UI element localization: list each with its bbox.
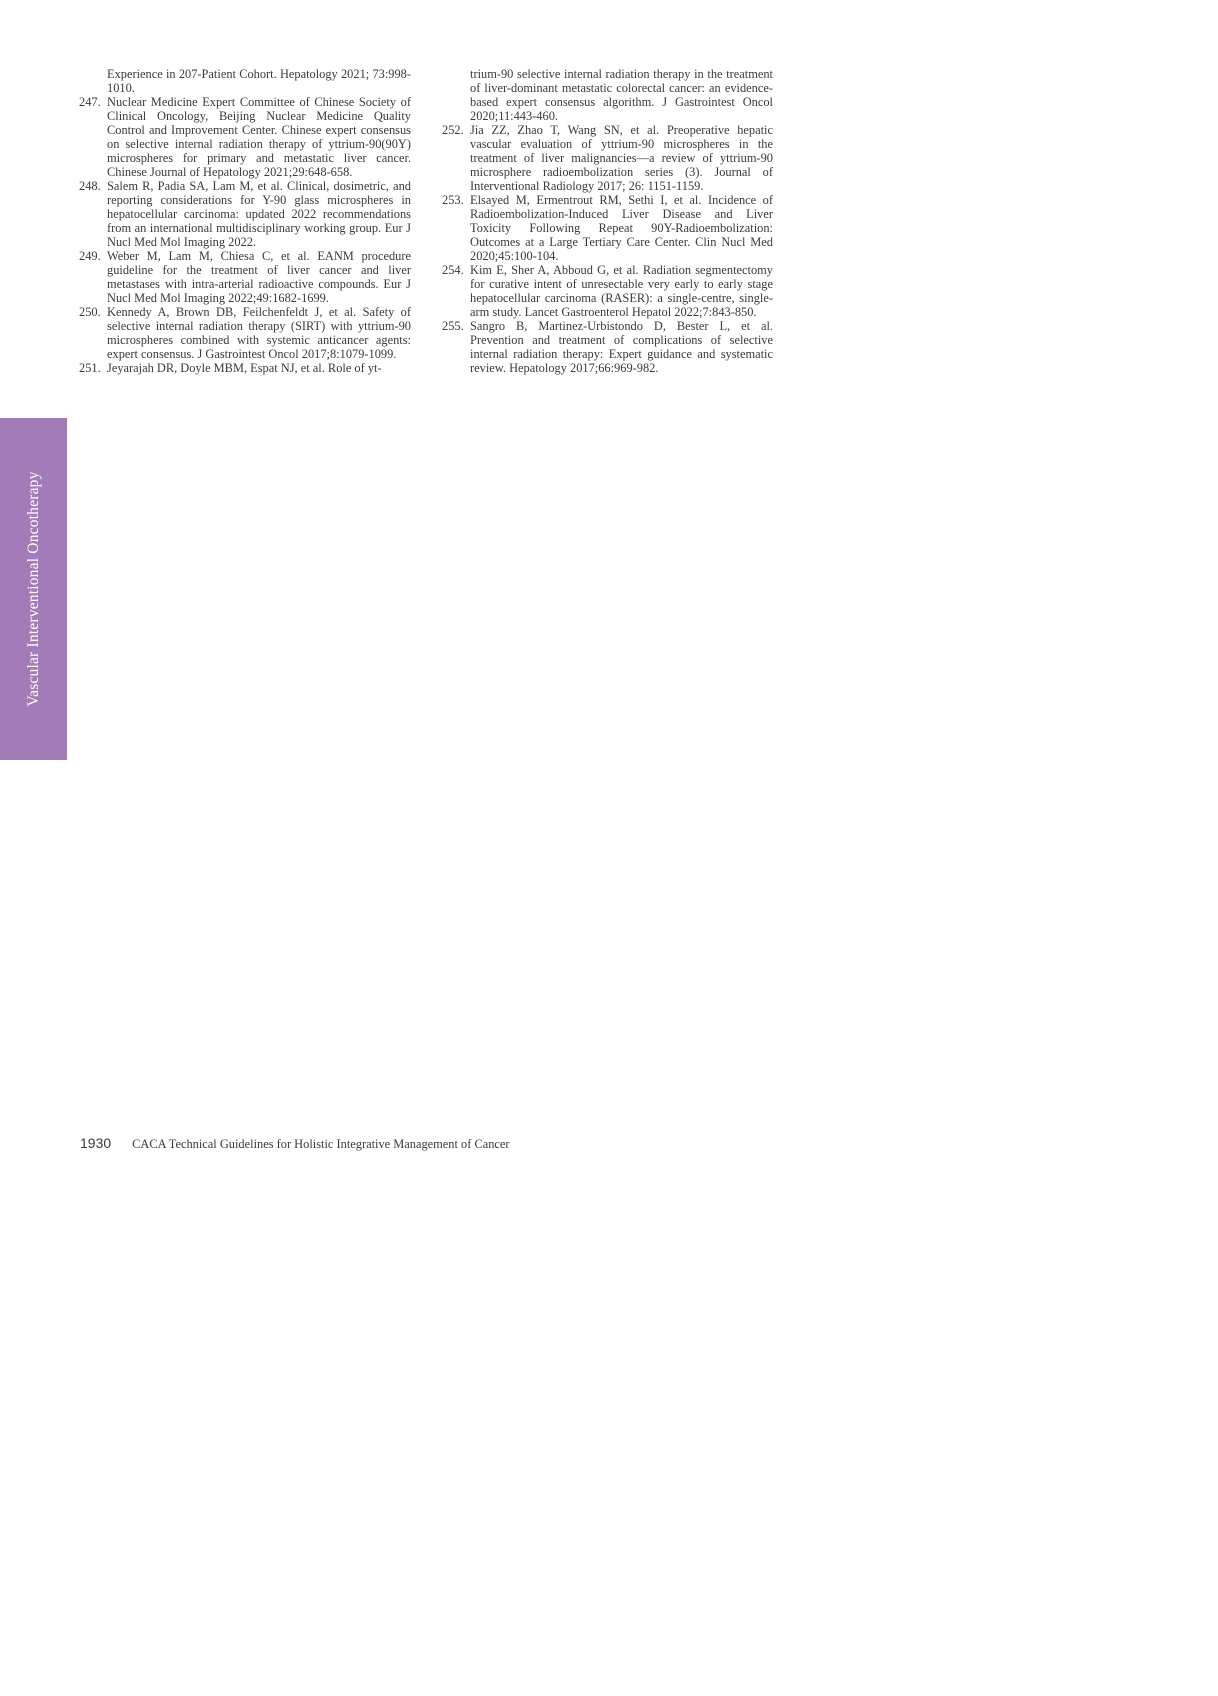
page-footer bbox=[80, 1135, 510, 1152]
running-title: CACA Technical Guidelines for Holistic Integrative Management of Cancer bbox=[132, 1137, 510, 1151]
reference-text: Kennedy A, Brown DB, Feilchenfeldt J, et al. Safety of selective internal radiation therapy (SIRT) with yttrium-90 microspheres combined with systemic anticancer agents: expert consensus. J Gastrointest Oncol 2017;8:1079-1099. bbox=[107, 305, 411, 361]
reference-text: Jia ZZ, Zhao T, Wang SN, et al. Preoperative hepatic vascular evaluation of yttrium-90 microspheres in the treatment of liver malignancies—a review of yttrium-90 microsphere radioembolization series (3). Journal of Interventional Radiology 2017; 26: 1151-1159. bbox=[470, 123, 773, 193]
reference-item bbox=[79, 361, 411, 375]
reference-number: 248. bbox=[79, 179, 101, 193]
side-section-tab bbox=[0, 418, 67, 760]
reference-number: 247. bbox=[79, 95, 101, 109]
reference-number: 255. bbox=[442, 319, 464, 333]
reference-number: 251. bbox=[79, 361, 101, 375]
reference-item bbox=[442, 319, 773, 375]
reference-number: 252. bbox=[442, 123, 464, 137]
reference-item bbox=[442, 193, 773, 263]
reference-text: Elsayed M, Ermentrout RM, Sethi I, et al. Incidence of Radioembolization-Induced Liver Disease and Liver Toxicity Following Repeat 90Y-Radioembolization: Outcomes at a Large Tertiary Care Center. Clin Nucl Med 2020;45:100-104. bbox=[470, 193, 773, 263]
reference-text: Jeyarajah DR, Doyle MBM, Espat NJ, et al. Role of yt- bbox=[107, 361, 382, 375]
reference-item bbox=[79, 249, 411, 305]
reference-item bbox=[442, 263, 773, 319]
page-number: 1930 bbox=[80, 1135, 112, 1151]
reference-continuation: trium-90 selective internal radiation therapy in the treatment of liver-dominant metastatic colorectal cancer: an evidence-based expert consensus algorithm. J Gastrointest Oncol 2020;11:443-460. bbox=[470, 67, 773, 123]
reference-column-left bbox=[79, 67, 411, 375]
reference-text: Sangro B, Martinez-Urbistondo D, Bester L, et al. Prevention and treatment of complications of selective internal radiation therapy: Expert guidance and systematic review. Hepatology 2017;66:969-982. bbox=[470, 319, 773, 375]
reference-number: 253. bbox=[442, 193, 464, 207]
reference-item bbox=[79, 179, 411, 249]
reference-item bbox=[79, 305, 411, 361]
side-section-label: Vascular Interventional Oncotherapy bbox=[24, 471, 42, 707]
reference-number: 250. bbox=[79, 305, 101, 319]
reference-text: Weber M, Lam M, Chiesa C, et al. EANM procedure guideline for the treatment of liver cancer and liver metastases with intra-arterial radioactive compounds. Eur J Nucl Med Mol Imaging 2022;49:1682-1699. bbox=[107, 249, 411, 305]
reference-column-right bbox=[442, 67, 773, 375]
reference-text: Salem R, Padia SA, Lam M, et al. Clinical, dosimetric, and reporting considerations for Y-90 glass microspheres in hepatocellular carcinoma: updated 2022 recommendations from an international multidisciplinary working group. Eur J Nucl Med Mol Imaging 2022. bbox=[107, 179, 411, 249]
reference-number: 249. bbox=[79, 249, 101, 263]
reference-text: Kim E, Sher A, Abboud G, et al. Radiation segmentectomy for curative intent of unresectable very early to early stage hepatocellular carcinoma (RASER): a single-centre, single-arm study. Lancet Gastroenterol Hepatol 2022;7:843-850. bbox=[470, 263, 773, 319]
reference-item bbox=[442, 123, 773, 193]
reference-item bbox=[79, 95, 411, 179]
reference-number: 254. bbox=[442, 263, 464, 277]
reference-continuation: Experience in 207-Patient Cohort. Hepatology 2021; 73:998-1010. bbox=[107, 67, 411, 95]
reference-text: Nuclear Medicine Expert Committee of Chinese Society of Clinical Oncology, Beijing Nuclear Medicine Quality Control and Improvement Center. Chinese expert consensus on selective internal radiation therapy of yttrium-90(90Y) microspheres for primary and metastatic liver cancer. Chinese Journal of Hepatology 2021;29:648-658. bbox=[107, 95, 411, 179]
